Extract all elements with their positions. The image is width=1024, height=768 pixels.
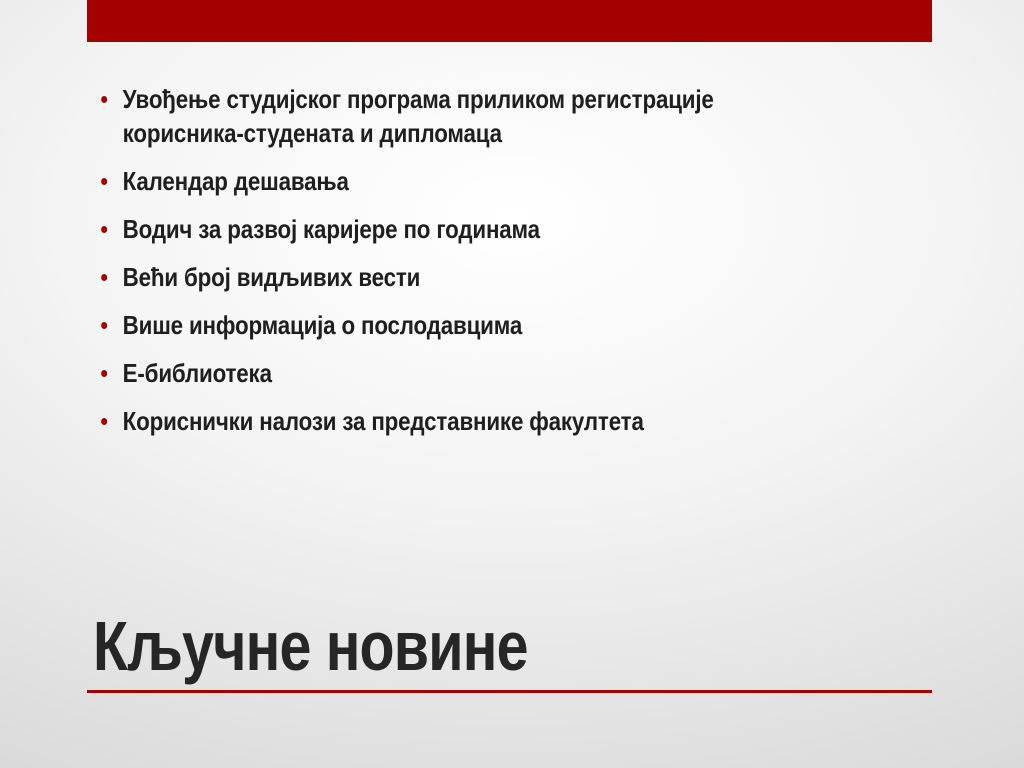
bullet-dot-icon — [101, 274, 107, 281]
bottom-divider — [87, 690, 932, 693]
bullet-list — [96, 82, 916, 452]
bullet-text: Већи број видљивих вести — [122, 262, 421, 292]
bullet-item — [96, 308, 801, 342]
bullet-item — [96, 404, 801, 438]
bullet-text: Е-библиотека — [122, 358, 272, 388]
bullet-dot-icon — [101, 370, 107, 377]
bullet-text: Више информација о послодавцима — [122, 310, 523, 340]
bullet-dot-icon — [101, 178, 107, 185]
bullet-text: Увођење студијског програма приликом регистрације корисника-студената и дипломаца — [122, 84, 714, 148]
bullet-item — [96, 260, 801, 294]
bullet-dot-icon — [101, 418, 107, 425]
bullet-text: Календар дешавања — [122, 166, 349, 196]
bullet-text: Кориснички налози за представнике факултета — [122, 406, 644, 436]
bullet-item — [96, 164, 801, 198]
top-accent-bar — [87, 0, 932, 42]
bullet-item — [96, 82, 801, 150]
bullet-dot-icon — [101, 96, 107, 103]
bullet-item — [96, 212, 801, 246]
bullet-text: Водич за развој каријере по годинама — [122, 214, 540, 244]
bullet-item — [96, 356, 801, 390]
slide-title: Кључне новине — [93, 607, 528, 685]
bullet-dot-icon — [101, 226, 107, 233]
bullet-dot-icon — [101, 322, 107, 329]
